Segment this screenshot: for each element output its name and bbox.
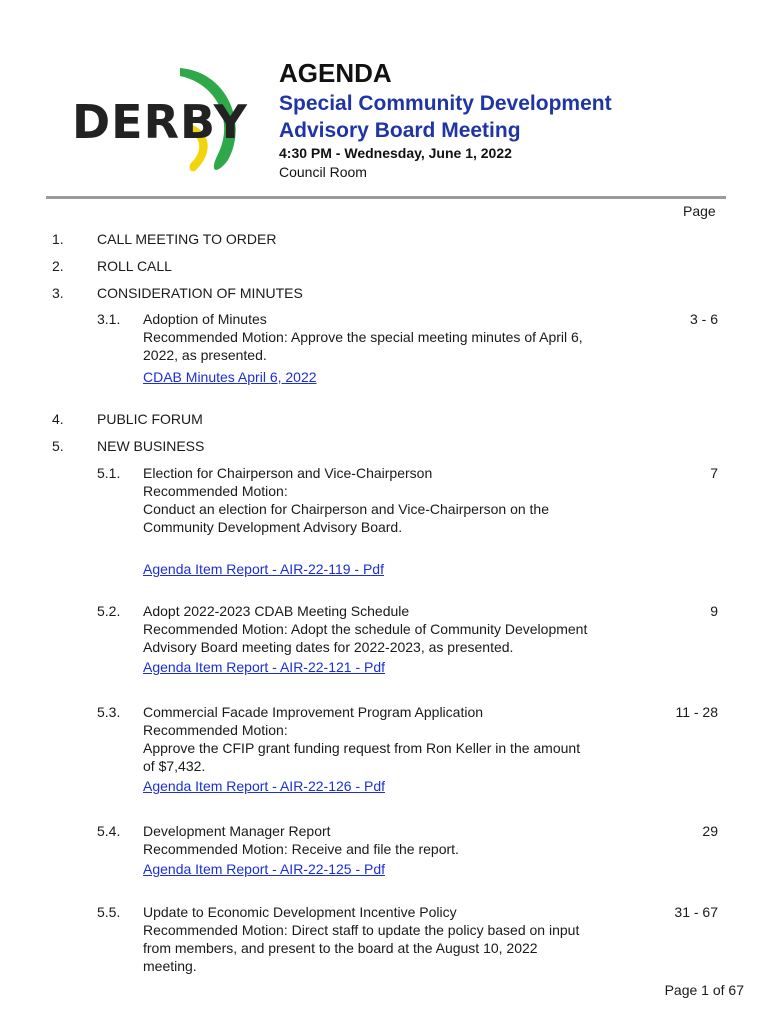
subitem-block [143, 310, 633, 386]
logo-text: DERBY [72, 95, 248, 149]
page-ref: 11 - 28 [675, 704, 718, 720]
motion-line: of $7,432. [143, 758, 206, 774]
motion-line: Community Development Advisory Board. [143, 519, 403, 535]
item-number: 4. [52, 411, 64, 427]
subitem-title: Adopt 2022-2023 CDAB Meeting Schedule [143, 603, 410, 619]
item-number: 1. [52, 231, 64, 247]
meeting-room: Council Room [279, 164, 367, 180]
item-number: 2. [52, 258, 64, 274]
item-label: ROLL CALL [97, 258, 172, 274]
attachment-link[interactable]: Agenda Item Report - AIR-22-126 - Pdf [143, 778, 386, 794]
subitem-number: 5.1. [97, 465, 121, 481]
motion-line: Recommended Motion: [143, 722, 288, 738]
subitem-block [143, 903, 633, 975]
item-label: NEW BUSINESS [97, 438, 205, 454]
motion-line: Conduct an election for Chairperson and Vice-Chairperson on the [143, 501, 549, 517]
page-ref: 9 [710, 603, 718, 619]
page-footer: Page 1 of 67 [664, 982, 744, 998]
page-ref: 3 - 6 [689, 311, 718, 327]
motion-line: meeting. [143, 958, 197, 974]
motion-line: Recommended Motion: [143, 483, 288, 499]
motion-line: Approve the CFIP grant funding request from Ron Keller in the amount [143, 740, 581, 756]
subitem-block [143, 464, 633, 578]
attachment-link[interactable]: CDAB Minutes April 6, 2022 [143, 369, 317, 385]
motion-line: Recommended Motion: Approve the special meeting minutes of April 6, [143, 329, 583, 345]
page-ref: 29 [702, 823, 718, 839]
subitem-number: 5.3. [97, 704, 121, 720]
motion-line: from members, and present to the board at the August 10, 2022 [143, 940, 538, 956]
subitem-number: 3.1. [97, 311, 121, 327]
subitem-title: Election for Chairperson and Vice-Chairperson [143, 465, 433, 481]
motion-line: 2022, as presented. [143, 347, 267, 363]
header-divider [46, 196, 726, 199]
subitem-title: Update to Economic Development Incentive Policy [143, 904, 457, 920]
meeting-time: 4:30 PM - Wednesday, June 1, 2022 [279, 145, 512, 161]
attachment-link[interactable]: Agenda Item Report - AIR-22-121 - Pdf [143, 659, 386, 675]
subitem-title: Development Manager Report [143, 823, 331, 839]
subitem-number: 5.2. [97, 603, 121, 619]
attachment-link[interactable]: Agenda Item Report - AIR-22-125 - Pdf [143, 861, 386, 877]
attachment-link[interactable]: Agenda Item Report - AIR-22-119 - Pdf [143, 561, 384, 577]
page-ref: 31 - 67 [674, 904, 718, 920]
motion-line: Recommended Motion: Receive and file the report. [143, 841, 459, 857]
item-label: CONSIDERATION OF MINUTES [97, 285, 303, 301]
subitem-block [143, 822, 633, 878]
subitem-title: Commercial Facade Improvement Program Application [143, 704, 484, 720]
subitem-block [143, 703, 633, 795]
item-number: 3. [52, 285, 64, 301]
subitem-block [143, 602, 633, 676]
subitem-number: 5.5. [97, 904, 121, 920]
agenda-heading: AGENDA [279, 58, 392, 88]
page-ref: 7 [710, 465, 718, 481]
motion-line: Advisory Board meeting dates for 2022-2023, as presented. [143, 639, 514, 655]
item-number: 5. [52, 438, 64, 454]
motion-line: Recommended Motion: Direct staff to update the policy based on input [143, 922, 580, 938]
subitem-number: 5.4. [97, 823, 121, 839]
item-label: PUBLIC FORUM [97, 411, 203, 427]
motion-line: Recommended Motion: Adopt the schedule of Community Development [143, 621, 588, 637]
meeting-title: Special Community Development Advisory Board Meeting [279, 92, 612, 142]
item-label: CALL MEETING TO ORDER [97, 231, 277, 247]
page-column-header: Page [683, 203, 716, 219]
subitem-title: Adoption of Minutes [143, 311, 267, 327]
